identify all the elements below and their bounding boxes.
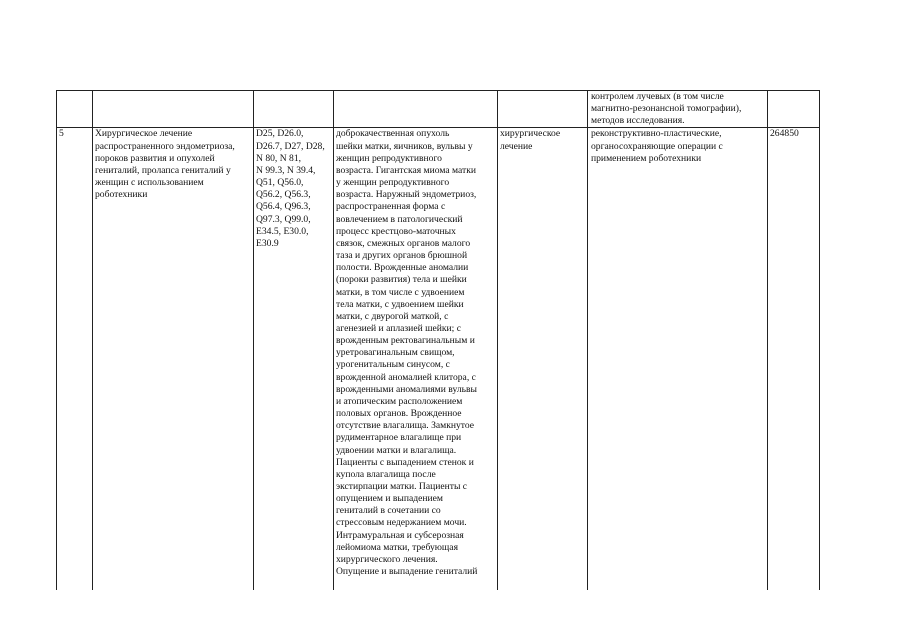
cell-treatment-method-text: контролем лучевых (в том числе магнитно-резонансной томографии), методов исследования. <box>591 91 742 127</box>
cell-treatment-kind <box>498 91 588 128</box>
cell-profile-name <box>93 128 254 591</box>
cell-icd-codes <box>254 128 334 591</box>
cell-treatment-method-text: реконструктивно-пластические, органосохраняющие операции с применением роботехники <box>591 128 723 164</box>
cell-number <box>57 91 93 128</box>
cell-cost-text: 264850 <box>770 128 799 140</box>
cell-number-text: 5 <box>59 128 64 140</box>
table-row <box>57 128 820 591</box>
table-row-continued <box>57 91 820 128</box>
cell-cost <box>768 91 820 128</box>
cell-icd-codes-text: D25, D26.0, D26.7, D27, D28, N 80, N 81, N 99.3, N 39.4, Q51, Q56.0, Q56.2, Q56.3, Q56.4, Q96.3, Q97.3, Q99.0, E34.5, E30.0, E30.9 <box>256 128 325 249</box>
cell-profile-name-text: Хирургическое лечение распространенного эндометриоза, пороков развития и опухолей гениталий, пролапса гениталий у женщин с использованием роботехники <box>95 128 235 201</box>
cell-icd-codes <box>254 91 334 128</box>
cell-treatment-kind-text: хирургическое лечение <box>500 128 561 152</box>
cell-treatment-method <box>588 128 768 591</box>
cell-profile-name <box>93 91 254 128</box>
cell-number <box>57 128 93 591</box>
procedures-table <box>56 90 820 590</box>
cell-treatment-kind <box>498 128 588 591</box>
cell-patient-model <box>334 128 498 591</box>
cell-cost <box>768 128 820 591</box>
cell-patient-model <box>334 91 498 128</box>
cell-patient-model-text: доброкачественная опухоль шейки матки, яичников, вульвы у женщин репродуктивного возраста. Гигантская миома матки у женщин репродуктивного возраста. Наружный эндометриоз, распространенная форма с вовлечением в патологический процесс крестцово-маточных связок, смежных органов малого таза и других органов брюшной полости. Врожденные аномалии (пороки развития) тела и шейки матки, в том числе с удвоением тела матки, с удвоением шейки матки, с двурогой маткой, с агенезией и аплазией шейки; с врожденным ректовагинальным и уретровагинальным свищом, урогенитальным синусом, с врожденной аномалией клитора, с врожденными аномалиями вульвы и атопическим расположением половых органов. Врожденное отсутствие влагалища. Замкнутое рудиментарное влагалище при удвоении матки и влагалища. Пациенты с выпадением стенок и купола влагалища после экстирпации матки. Пациенты с опущением и выпадением гениталий в сочетании со стрессовым недержанием мочи. Интрамуральная и субсерозная лейомиома матки, требующая хирургического лечения. Опущение и выпадение гениталий <box>336 128 478 578</box>
cell-treatment-method <box>588 91 768 128</box>
